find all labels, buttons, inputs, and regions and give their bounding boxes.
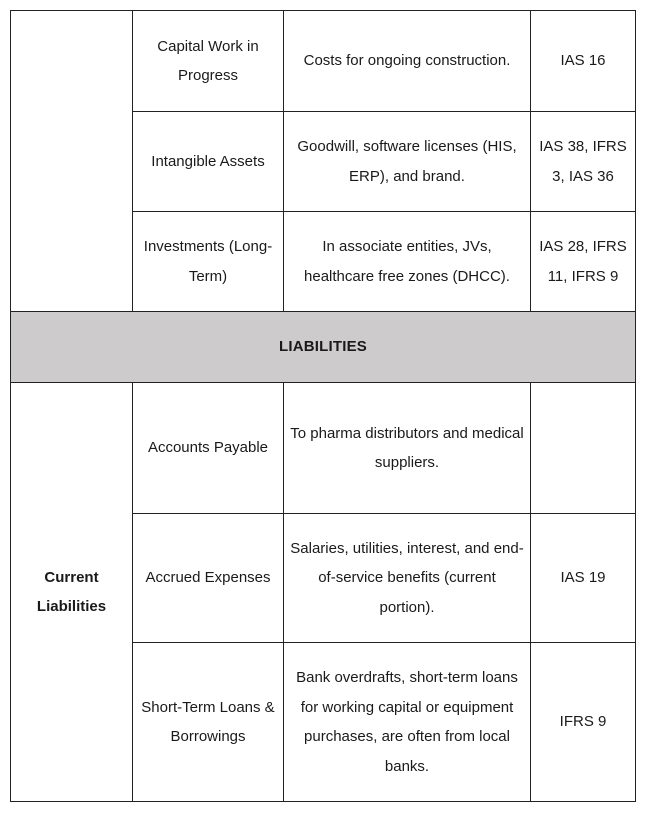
item-cell: Accrued Expenses [133,514,284,643]
standard-cell: IAS 16 [531,11,636,112]
description-cell: Salaries, utilities, interest, and end-of-service benefits (current portion). [284,514,531,643]
table-row [11,383,636,514]
description-cell: Bank overdrafts, short-term loans for working capital or equipment purchases, are often from local banks. [284,643,531,802]
description-cell: In associate entities, JVs, healthcare free zones (DHCC). [284,212,531,312]
balance-sheet-table [10,10,636,802]
standard-cell: IFRS 9 [531,643,636,802]
standard-cell: IAS 38, IFRS 3, IAS 36 [531,112,636,212]
description-cell: To pharma distributors and medical suppliers. [284,383,531,514]
group-label-current-liabilities: Current Liabilities [11,383,133,802]
item-cell: Intangible Assets [133,112,284,212]
description-cell: Goodwill, software licenses (HIS, ERP), and brand. [284,112,531,212]
group-label-cell-empty [11,11,133,312]
item-cell: Accounts Payable [133,383,284,514]
item-cell: Capital Work in Progress [133,11,284,112]
standard-cell: IAS 28, IFRS 11, IFRS 9 [531,212,636,312]
table-row [11,11,636,112]
section-header-row [11,312,636,383]
standard-cell [531,383,636,514]
description-cell: Costs for ongoing construction. [284,11,531,112]
item-cell: Investments (Long-Term) [133,212,284,312]
item-cell: Short-Term Loans & Borrowings [133,643,284,802]
section-title: LIABILITIES [11,312,636,383]
standard-cell: IAS 19 [531,514,636,643]
